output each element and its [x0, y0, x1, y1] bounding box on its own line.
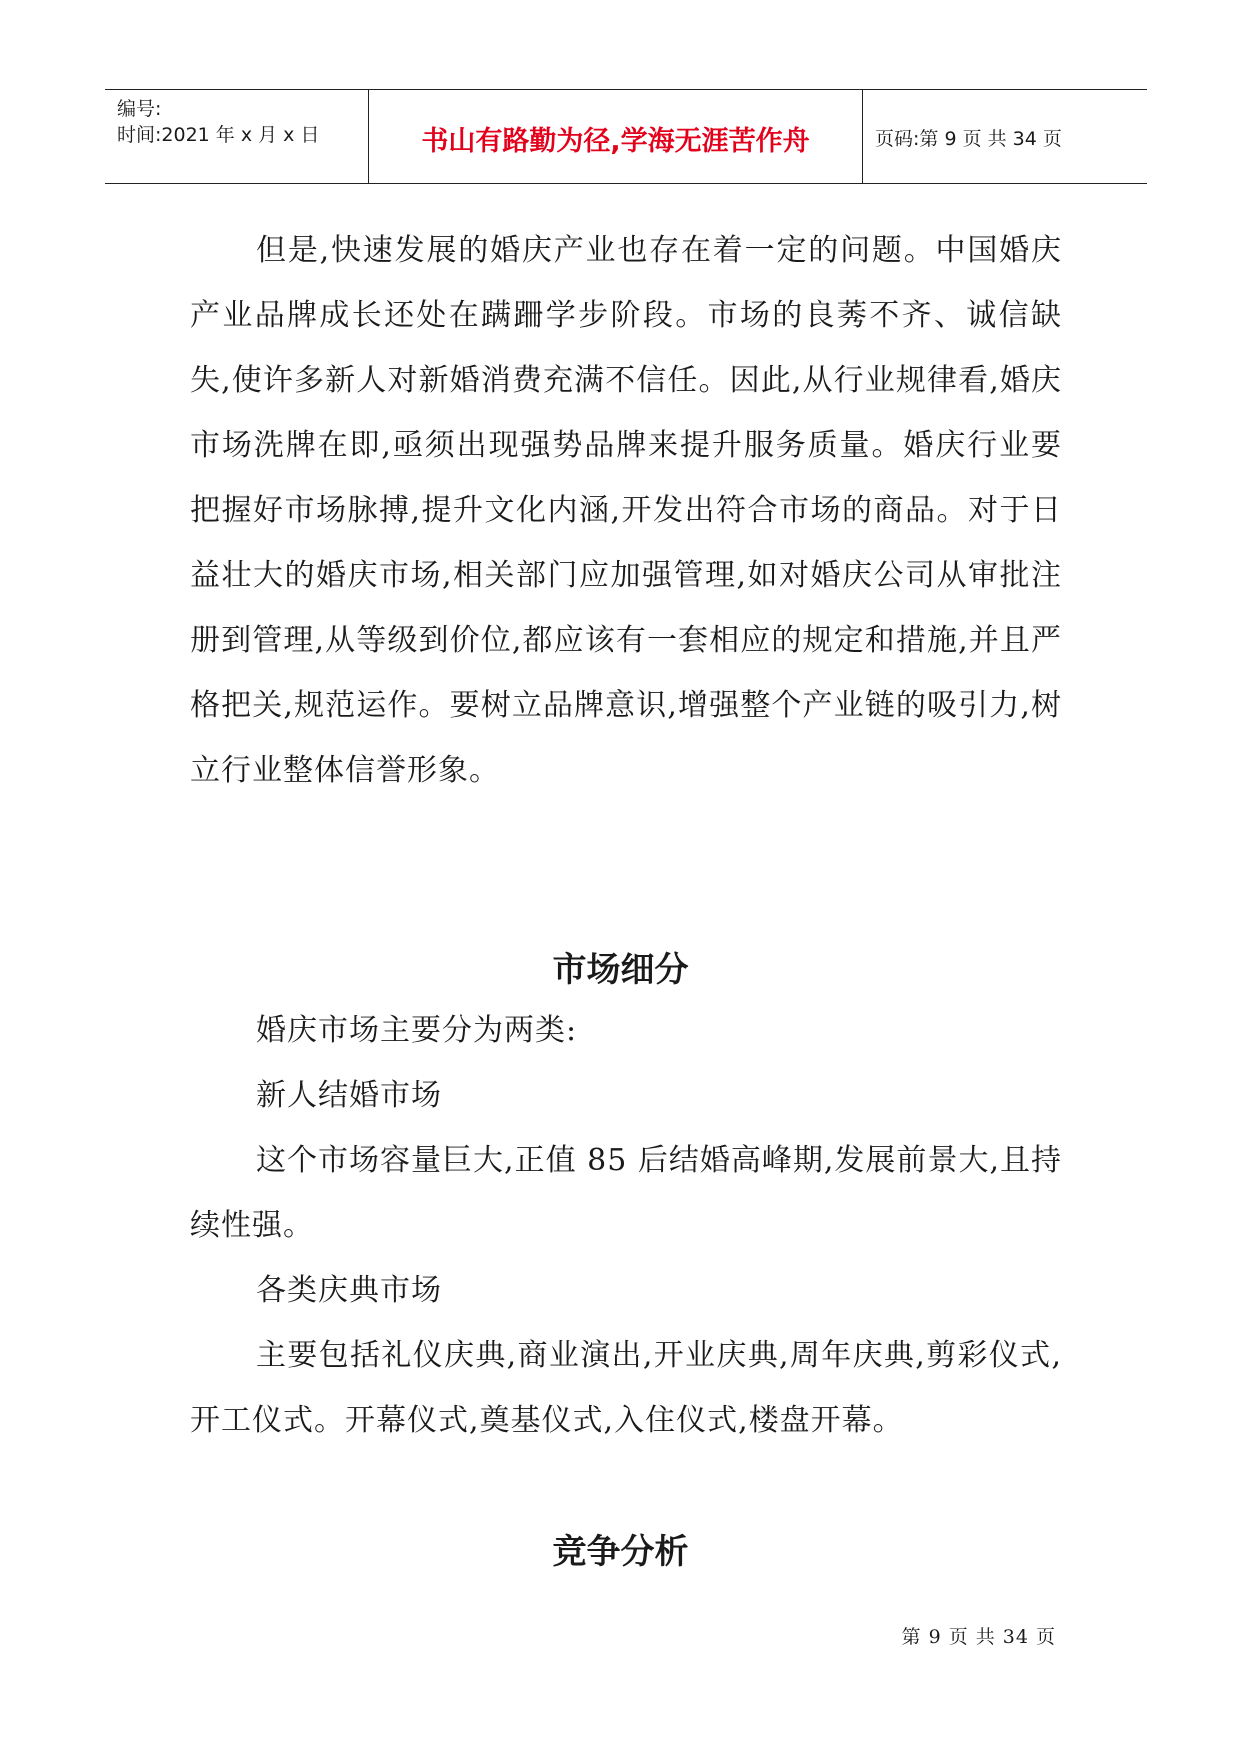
document-code-label: 编号:	[117, 98, 162, 120]
header-page-number: 页码:第 9 页 共 34 页	[875, 128, 1062, 150]
segment-text-wedding: 这个市场容量巨大,正值 85 后结婚高峰期,发展前景大,且持续性强。	[190, 1143, 1062, 1243]
header-page-cell	[863, 90, 1147, 183]
section-title-competition-analysis: 竞争分析	[552, 1532, 689, 1572]
document-date: 时间:2021 年 x 月 x 日	[117, 124, 320, 146]
page-header	[105, 89, 1147, 184]
segmentation-lead: 婚庆市场主要分为两类:	[256, 1013, 578, 1048]
header-motto-cell	[368, 90, 863, 183]
intro-block	[190, 218, 1062, 803]
page-footer: 第 9 页 共 34 页	[901, 1626, 1056, 1648]
segment-title-wedding: 新人结婚市场	[256, 1078, 442, 1113]
section-title-market-segmentation: 市场细分	[552, 950, 689, 990]
header-meta	[105, 90, 367, 183]
intro-paragraph: 但是,快速发展的婚庆产业也存在着一定的问题。中国婚庆产业品牌成长还处在蹒跚学步阶段。市场的良莠不齐、诚信缺失,使许多新人对新婚消费充满不信任。因此,从行业规律看,婚庆市场洗牌在即,亟须出现强势品牌来提升服务质量。婚庆行业要把握好市场脉搏,提升文化内涵,开发出符合市场的商品。对于日益壮大的婚庆市场,相关部门应加强管理,如对婚庆公司从审批注册到管理,从等级到价位,都应该有一套相应的规定和措施,并且严格把关,规范运作。要树立品牌意识,增强整个产业链的吸引力,树立行业整体信誉形象。	[190, 233, 1062, 788]
header-motto: 书山有路勤为径,学海无涯苦作舟	[421, 126, 810, 157]
segment-text-celebration: 主要包括礼仪庆典,商业演出,开业庆典,周年庆典,剪彩仪式,开工仪式。开幕仪式,奠基仪式,入住仪式,楼盘开幕。	[190, 1338, 1062, 1438]
segmentation-block	[190, 998, 1062, 1453]
segment-title-celebration: 各类庆典市场	[256, 1273, 442, 1308]
